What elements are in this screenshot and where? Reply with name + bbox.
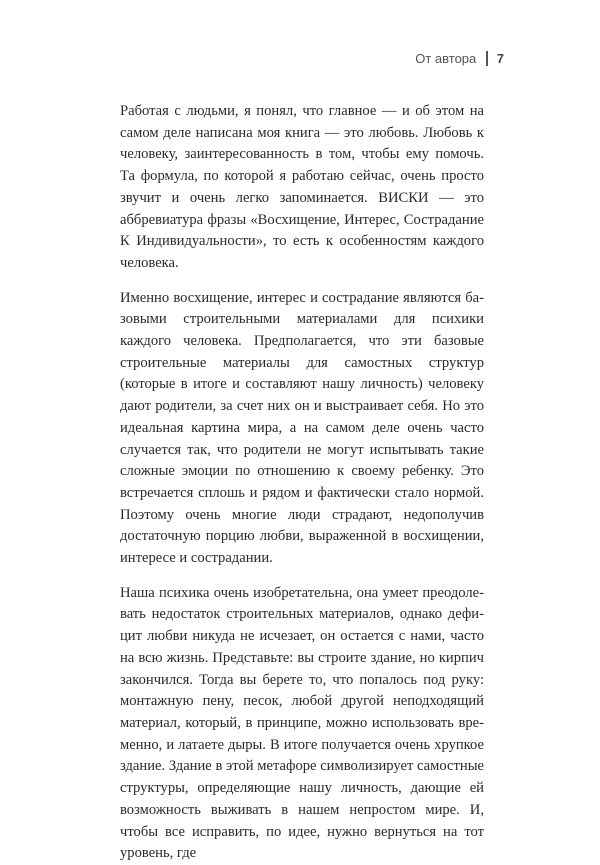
paragraph-2: Именно восхищение, интерес и сострадание являются базовыми строительными материалами для психики каждого человека. Предполагается, что эти базовые строительные материалы для самостных структур (которые в итоге и составляют нашу личность) человеку дают родители, за счет них он и выстраивает себя. Но это идеальная картина мира, а на самом деле очень часто случается так, что родители не могут испытывать такие сложные эмоции по отношению к своему ребенку. Это встречается сплошь и рядом и фактически стало нормой. Поэтому очень многие люди страдают, недополучив достаточную порцию любви, выраженной в восхищении, интересе и сострадании. xyxy=(120,289,484,567)
header-divider xyxy=(486,51,488,66)
paragraph-3: Наша психика очень изобретательна, она умеет преодолевать недостаток строительных материалов, однако дефицит любви никуда не исчезает, он остается с нами, часто на всю жизнь. Представьте: вы строите здание, но кирпич закончился. Тогда вы берете то, что попалось под руку: монтажную пену, песок, любой другой неподходящий материал, который, в принципе, можно использовать временно, и латаете дыры. В итоге получается очень хрупкое здание. Здание в этой метафоре символизирует самостные структуры, определяющие нашу личность, дающие ей возможность выживать в нашем непростом мире. И, чтобы все исправить, по идее, нужно вернуться на тот уровень, где xyxy=(120,584,484,862)
running-header xyxy=(415,48,504,68)
paragraph-1: Работая с людьми, я понял, что главное — и об этом на самом деле написана моя книга — это любовь. Любовь к человеку, заинтересованность в том, чтобы ему помочь. Та формула, по которой я работаю сейчас, очень просто звучит и очень легко запоминается. ВИСКИ — это аббревиатура фразы «Восхищение, Интерес, Сострадание К Индивидуальности», то есть к особенностям каждого человека. xyxy=(120,103,484,271)
section-title: От автора xyxy=(415,50,477,66)
body-text xyxy=(120,101,484,865)
page-number: 7 xyxy=(496,50,504,66)
